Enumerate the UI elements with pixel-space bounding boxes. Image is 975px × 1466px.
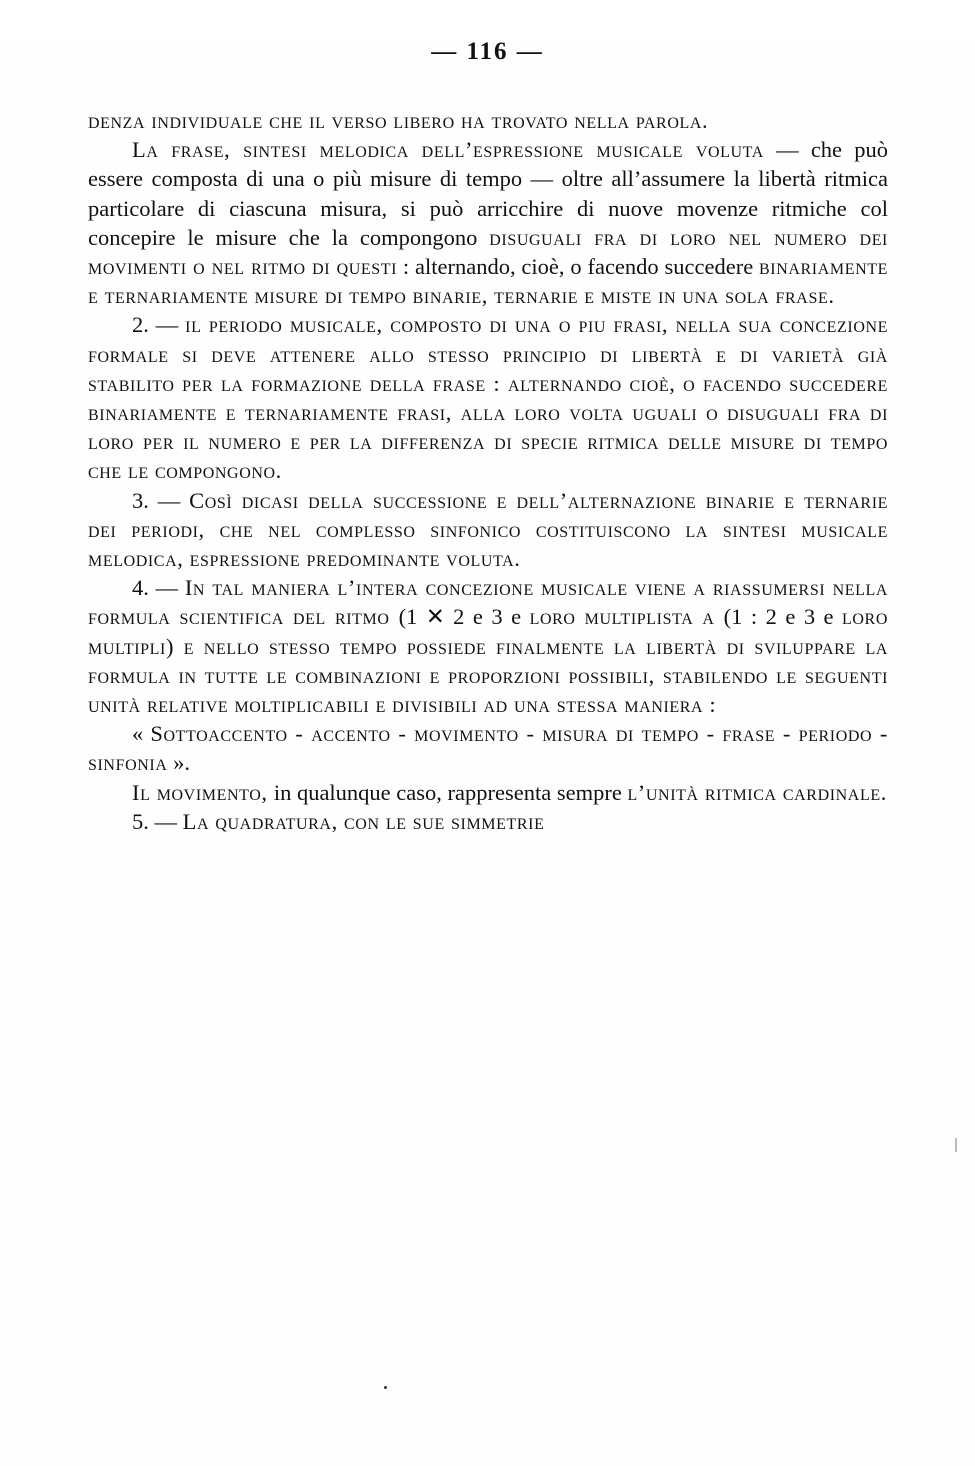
paragraph-item-5 xyxy=(88,807,888,836)
paragraph-la-frase xyxy=(88,135,888,310)
run-quote-open: « xyxy=(132,721,151,747)
paragraph-item-4 xyxy=(88,573,888,719)
paragraph-continuation xyxy=(88,106,888,135)
run-item-4-text-2: loro multiplista a xyxy=(529,604,724,630)
run-item-4-formula-1: (1 ✕ 2 e 3 e xyxy=(398,604,530,630)
run-movimento-caps-2: l’unità ritmica cardinale. xyxy=(627,779,887,805)
run-la-frase-heading: La frase, sintesi melodica dell’espressione musicale voluta xyxy=(132,137,764,163)
run-item-4-number: 4. — xyxy=(132,575,185,601)
run-item-2-number: 2. — xyxy=(132,312,186,338)
run-item-5-number: 5. — xyxy=(132,808,183,834)
run-movimento-caps-1: Il movimento, xyxy=(132,779,274,805)
run-item-2-text: il periodo musicale, composto di una o piu frasi, nella sua concezione formale si deve attenere allo stesso principio di libertà e di varietà già stabilito per la formazione della frase : alternando cioè, o facendo succedere binariamente e ternariamente frasi, alla loro volta uguali o disuguali fra di loro per il numero e per la differenza di specie ritmica delle misure di tempo che le compongono. xyxy=(88,312,888,484)
run-item-3-number: 3. — xyxy=(132,487,190,513)
run-la-frase-caps-1: disuguali fra di loro nel numero dei movimenti o nel ritmo di questi xyxy=(88,224,888,280)
run-item-4-text-3: loro multipli) e nello stesso tempo possiede finalmente la libertà di sviluppare la formula in tutte le combinazioni e proporzioni possibili, stabilendo le seguenti unità relative moltiplicabili e divisibili ad una stessa maniera : xyxy=(88,604,888,718)
run-la-frase-body-2: : alternando, cioè, o facendo succedere xyxy=(397,254,760,280)
paragraph-item-3 xyxy=(88,486,888,574)
run-quote-close: ». xyxy=(167,750,190,776)
page-body xyxy=(88,106,888,836)
run-item-3-text: Così dicasi della successione e dell’alternazione binarie e ternarie dei periodi, che nel complesso sinfonico costituiscono la sintesi musicale melodica, espressione predominante voluta. xyxy=(88,487,888,572)
run-item-4-text-1: In tal maniera l’intera concezione musicale viene a riassumersi nella formula scientifica del ritmo xyxy=(88,575,889,630)
page-edge-mark xyxy=(955,1138,957,1152)
run-quote-terms: Sottoaccento - accento - movimento - misura di tempo - frase - periodo - sinfonia xyxy=(88,721,888,776)
paragraph-continuation-text: denza individuale che il verso libero ha trovato nella parola. xyxy=(88,108,709,133)
paragraph-item-2 xyxy=(88,310,888,485)
run-item-4-formula-2: (1 : 2 e 3 e xyxy=(723,604,843,630)
run-movimento-body: in qualunque caso, rappresenta sempre xyxy=(273,779,628,805)
run-la-frase-body-1: — che può essere composta di una o più misure di tempo — oltre all’assumere la libertà ritmica particolare di ciascuna misura, si può arricchire di nuove movenze ritmiche col concepire le misure che la compongono xyxy=(88,137,888,250)
paragraph-quote xyxy=(88,719,888,777)
paragraph-movimento xyxy=(88,778,888,807)
page-number: — 116 — xyxy=(431,38,544,65)
run-la-frase-caps-2: binariamente e ternariamente misure di tempo binarie, ternarie e miste in una sola frase. xyxy=(88,254,888,309)
document-page xyxy=(0,38,975,1466)
run-item-5-text: La quadratura, con le sue simmetrie xyxy=(182,808,545,834)
footer-ink-mark xyxy=(384,1386,387,1389)
